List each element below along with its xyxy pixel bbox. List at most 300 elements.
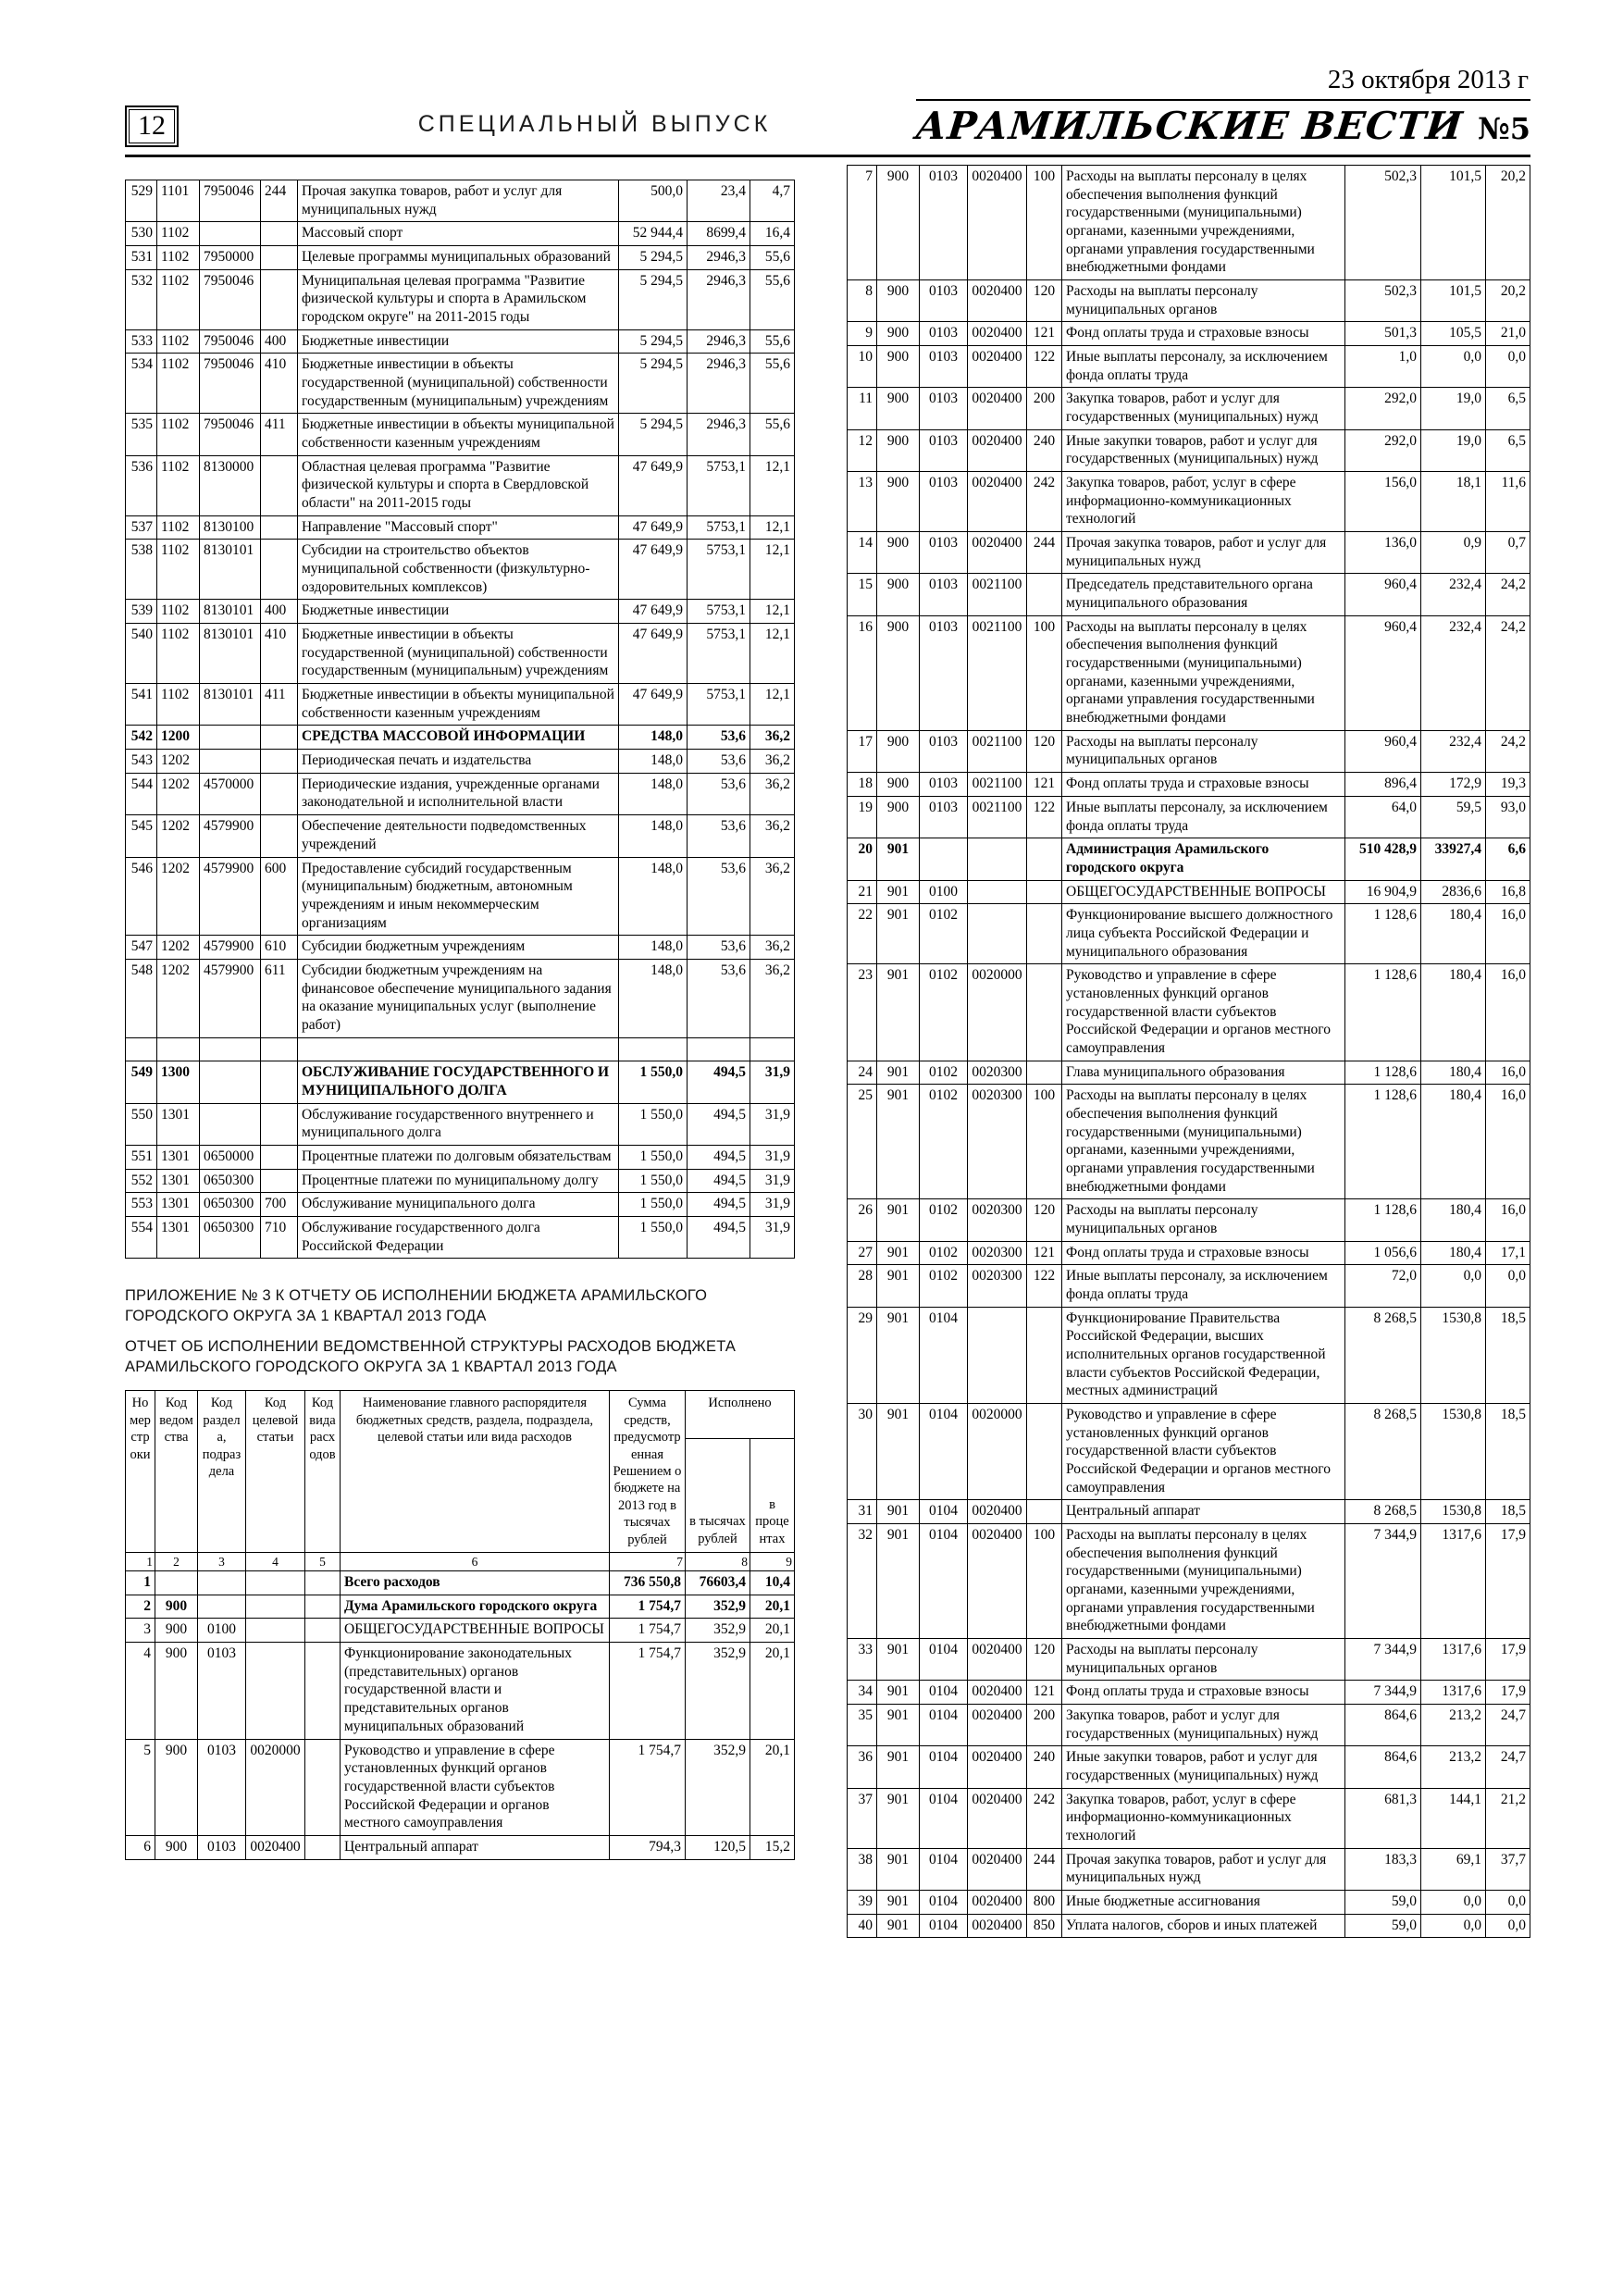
table-cell: Обслуживание государственного долга Российской Федерации (298, 1216, 619, 1258)
table-cell: 17,1 (1486, 1241, 1530, 1265)
table-cell: 543 (126, 750, 157, 774)
table-cell: 494,5 (688, 1145, 750, 1169)
table-cell: ОБЩЕГОСУДАРСТВЕННЫЕ ВОПРОСЫ (1062, 880, 1345, 904)
table-cell: 7 344,9 (1345, 1524, 1421, 1639)
table-cell: 36,2 (750, 750, 795, 774)
table-cell: 101,5 (1421, 280, 1486, 322)
table-cell: 122 (1027, 346, 1062, 388)
table-cell: 0020400 (968, 1914, 1027, 1938)
table-cell: 12 (848, 429, 877, 471)
table-cell (1027, 1061, 1062, 1085)
table-row (126, 936, 795, 960)
department-structure-table-left (125, 1390, 795, 1859)
table-cell: 101,5 (1421, 166, 1486, 280)
table-cell: 551 (126, 1145, 157, 1169)
table-cell: Расходы на выплаты персоналу в целях обеспечения выполнения функций государственными (муниципальными) органами, казенными учреждениями, органами управления государственными внебюджетными фондами (1062, 166, 1345, 280)
table-cell: Фонд оплаты труда и страховые взносы (1062, 322, 1345, 346)
table-cell: Бюджетные инвестиции в объекты государственной (муниципальной) собственности государственным (муниципальным) учреждениям (298, 354, 619, 414)
table-cell: 53,6 (688, 726, 750, 750)
table-cell (261, 750, 298, 774)
table-row (848, 796, 1530, 838)
table-cell: 232,4 (1421, 615, 1486, 730)
table-row (848, 1788, 1530, 1848)
table-cell: 31,9 (750, 1103, 795, 1145)
table-row (848, 1085, 1530, 1199)
table-row (848, 1705, 1530, 1746)
table-cell: 1202 (157, 773, 200, 814)
table-cell: 292,0 (1345, 388, 1421, 429)
table-cell: 1102 (157, 246, 200, 270)
column-number: 9 (750, 1552, 794, 1570)
column-number: 3 (198, 1552, 246, 1570)
table-row (848, 1891, 1530, 1915)
table-cell: 901 (877, 1914, 920, 1938)
table-cell: Периодическая печать и издательства (298, 750, 619, 774)
table-cell (246, 1643, 305, 1739)
table-cell: 1102 (157, 354, 200, 414)
table-row (126, 269, 795, 329)
table-cell: 11 (848, 388, 877, 429)
table-cell: 901 (877, 838, 920, 880)
table-cell: 1202 (157, 959, 200, 1037)
table-cell (261, 1103, 298, 1145)
table-cell: 901 (877, 1524, 920, 1639)
table-cell: 494,5 (688, 1061, 750, 1103)
table-cell: 17 (848, 730, 877, 772)
table-row (126, 624, 795, 684)
table-row (848, 166, 1530, 280)
table-cell: 8 268,5 (1345, 1500, 1421, 1524)
table-cell: 6,5 (1486, 429, 1530, 471)
table-cell (305, 1595, 341, 1619)
table-cell: 494,5 (688, 1216, 750, 1258)
table-cell: 59,0 (1345, 1914, 1421, 1938)
table-cell (968, 1307, 1027, 1403)
table-cell: 0020400 (968, 532, 1027, 574)
table-cell: 0104 (920, 1307, 968, 1403)
table-cell: 850 (1027, 1914, 1062, 1938)
table-cell (1027, 1403, 1062, 1499)
table-cell: 0103 (920, 532, 968, 574)
table-cell: 120 (1027, 280, 1062, 322)
table-cell: 0,0 (1486, 1914, 1530, 1938)
table-cell: 539 (126, 600, 157, 624)
table-cell: 2946,3 (688, 269, 750, 329)
table-cell (246, 1571, 305, 1595)
table-cell: 24 (848, 1061, 877, 1085)
table-cell: 896,4 (1345, 773, 1421, 797)
table-cell: 21,0 (1486, 322, 1530, 346)
table-cell: 16,0 (1486, 1061, 1530, 1085)
table-cell: 1 550,0 (619, 1169, 688, 1193)
table-cell: 0103 (920, 429, 968, 471)
table-cell (200, 1103, 261, 1145)
table-row (126, 1103, 795, 1145)
table-cell: 47 649,9 (619, 600, 688, 624)
table-cell: 544 (126, 773, 157, 814)
table-cell: 25 (848, 1085, 877, 1199)
table-cell: Прочая закупка товаров, работ и услуг для муниципальных нужд (1062, 1848, 1345, 1890)
table-cell: 18 (848, 773, 877, 797)
table-cell: 6,6 (1486, 838, 1530, 880)
table-cell: 0102 (920, 1241, 968, 1265)
table-cell: 0100 (198, 1619, 246, 1643)
table-cell: 0,0 (1421, 1891, 1486, 1915)
table-cell: 0020000 (968, 1403, 1027, 1499)
column-number: 2 (155, 1552, 198, 1570)
table-row (848, 1914, 1530, 1938)
table-cell: 0103 (198, 1643, 246, 1739)
table-cell: Руководство и управление в сфере установленных функций органов государственной власти субъектов Российской Федерации и органов местного самоуправления (1062, 1403, 1345, 1499)
table-cell: 400 (261, 329, 298, 354)
table-cell: 532 (126, 269, 157, 329)
table-cell (200, 222, 261, 246)
table-cell: 120 (1027, 1639, 1062, 1681)
table-cell: 900 (877, 796, 920, 838)
column-number: 5 (305, 1552, 341, 1570)
table-cell: 31,9 (750, 1169, 795, 1193)
table-cell: 0104 (920, 1848, 968, 1890)
table-cell: 0104 (920, 1705, 968, 1746)
masthead-block (913, 65, 1530, 148)
table-cell (305, 1571, 341, 1595)
table-cell: 10 (848, 346, 877, 388)
table-cell: 34 (848, 1681, 877, 1705)
table-cell (261, 540, 298, 600)
table-cell: 47 649,9 (619, 540, 688, 600)
table-cell: 16,0 (1486, 1085, 1530, 1199)
table-cell: 0020400 (968, 1705, 1027, 1746)
table-cell: 93,0 (1486, 796, 1530, 838)
page-number: 12 (129, 109, 175, 143)
table-cell: 0104 (920, 1681, 968, 1705)
table-cell: 55,6 (750, 329, 795, 354)
table-cell: 0020400 (968, 280, 1027, 322)
table-cell: 536 (126, 455, 157, 515)
table-row (126, 515, 795, 540)
table-cell: 0020400 (968, 1848, 1027, 1890)
table-cell: 0021100 (968, 796, 1027, 838)
table-cell: 0102 (920, 1199, 968, 1241)
table-cell: 1200 (157, 726, 200, 750)
table-cell: 0020400 (968, 1639, 1027, 1681)
table-cell: 1,0 (1345, 346, 1421, 388)
table-cell: 100 (1027, 615, 1062, 730)
table-row (126, 455, 795, 515)
table-cell: 0104 (920, 1746, 968, 1788)
table-cell: 47 649,9 (619, 515, 688, 540)
table-cell: 2946,3 (688, 329, 750, 354)
table-cell: 12,1 (750, 515, 795, 540)
table-cell: 37 (848, 1788, 877, 1848)
table-cell: 242 (1027, 1788, 1062, 1848)
table-cell: 0102 (920, 1085, 968, 1199)
table-cell: 122 (1027, 1265, 1062, 1307)
table-cell: 0102 (920, 1265, 968, 1307)
table-cell: 0020400 (968, 346, 1027, 388)
table-row (126, 1835, 795, 1859)
table-cell: 39 (848, 1891, 877, 1915)
table-cell: 0104 (920, 1788, 968, 1848)
table-cell: 0020400 (968, 429, 1027, 471)
table-cell: Обслуживание государственного внутреннего и муниципального долга (298, 1103, 619, 1145)
table-cell: 1 754,7 (609, 1619, 685, 1643)
table-cell: Расходы на выплаты персоналу в целях обеспечения выполнения функций государственными (муниципальными) органами, казенными учреждениями, органами управления государственными внебюджетными фондами (1062, 1524, 1345, 1639)
table-cell: 53,6 (688, 857, 750, 936)
table-cell: 8130101 (200, 684, 261, 726)
table-cell: 19 (848, 796, 877, 838)
table-cell: 352,9 (685, 1739, 750, 1835)
table-cell: 960,4 (1345, 574, 1421, 615)
table-cell: ОБСЛУЖИВАНИЕ ГОСУДАРСТВЕННОГО И МУНИЦИПАЛЬНОГО ДОЛГА (298, 1061, 619, 1103)
table-cell: 33927,4 (1421, 838, 1486, 880)
table-row (848, 1199, 1530, 1241)
table-cell: 7 344,9 (1345, 1681, 1421, 1705)
table-cell: Администрация Арамильского городского округа (1062, 838, 1345, 880)
table-cell: 8 268,5 (1345, 1307, 1421, 1403)
table-cell: 3 (126, 1619, 155, 1643)
table-cell: Расходы на выплаты персоналу муниципальных органов (1062, 1199, 1345, 1241)
table-cell: 31,9 (750, 1145, 795, 1169)
table-cell: 0103 (198, 1739, 246, 1835)
table-cell: 16,8 (1486, 880, 1530, 904)
table-cell: Иные выплаты персоналу, за исключением фонда оплаты труда (1062, 1265, 1345, 1307)
table-cell: 36,2 (750, 726, 795, 750)
table-cell: 20,1 (750, 1643, 794, 1739)
table-cell: 53,6 (688, 773, 750, 814)
table-cell: 1202 (157, 815, 200, 857)
table-cell: 901 (877, 1403, 920, 1499)
table-cell: 0021100 (968, 730, 1027, 772)
table-cell: 0103 (920, 346, 968, 388)
table-cell: Прочая закупка товаров, работ и услуг для муниципальных нужд (298, 180, 619, 222)
table-row (126, 815, 795, 857)
table-cell: 502,3 (1345, 166, 1421, 280)
table-cell: 901 (877, 1241, 920, 1265)
table-cell: 901 (877, 1307, 920, 1403)
table-cell: 5753,1 (688, 455, 750, 515)
table-cell: 47 649,9 (619, 684, 688, 726)
table-cell: 240 (1027, 1746, 1062, 1788)
col-header-department-code: Код ведомства (155, 1391, 198, 1553)
table-cell: 2 (126, 1595, 155, 1619)
table-cell: 148,0 (619, 936, 688, 960)
table-cell: 901 (877, 1788, 920, 1848)
table-cell: 36,2 (750, 815, 795, 857)
table-cell: 180,4 (1421, 904, 1486, 964)
table-cell: Обслуживание муниципального долга (298, 1193, 619, 1217)
table-cell: 352,9 (685, 1619, 750, 1643)
table-cell: 7 (848, 166, 877, 280)
table-cell: 547 (126, 936, 157, 960)
table-cell: 12,1 (750, 684, 795, 726)
table-cell: 148,0 (619, 773, 688, 814)
table-cell: 0103 (920, 796, 968, 838)
table-cell: Всего расходов (341, 1571, 610, 1595)
table-cell: 545 (126, 815, 157, 857)
table-row (126, 1145, 795, 1169)
table-cell: 900 (155, 1739, 198, 1835)
table-cell: Прочая закупка товаров, работ и услуг для муниципальных нужд (1062, 532, 1345, 574)
report-title: ОТЧЕТ ОБ ИСПОЛНЕНИИ ВЕДОМСТВЕННОЙ СТРУКТУРЫ РАСХОДОВ БЮДЖЕТА АРАМИЛЬСКОГО ГОРОДСКОГО ОКРУГА ЗА 1 КВАРТАЛ 2013 ГОДА (125, 1337, 737, 1375)
table-cell: 1301 (157, 1193, 200, 1217)
table-cell: 1102 (157, 222, 200, 246)
table-cell: 12,1 (750, 455, 795, 515)
table-row (126, 329, 795, 354)
table-cell: 552 (126, 1169, 157, 1193)
table-cell: 55,6 (750, 354, 795, 414)
table-cell: 1 550,0 (619, 1103, 688, 1145)
table-cell: 17,9 (1486, 1681, 1530, 1705)
table-cell: 4579900 (200, 857, 261, 936)
table-cell: 53,6 (688, 750, 750, 774)
col-header-target-article-code: Код целевой статьи (246, 1391, 305, 1553)
table-cell: 36,2 (750, 773, 795, 814)
table-cell: 900 (877, 388, 920, 429)
table-cell: 240 (1027, 429, 1062, 471)
column-number: 6 (341, 1552, 610, 1570)
table-cell: 244 (1027, 532, 1062, 574)
table-cell: 148,0 (619, 815, 688, 857)
table-cell: 0020400 (968, 322, 1027, 346)
table-cell: 8130000 (200, 455, 261, 515)
table-cell: Процентные платежи по долговым обязательствам (298, 1145, 619, 1169)
table-cell: 8 (848, 280, 877, 322)
section-title: СПЕЦИАЛЬНЫЙ ВЫПУСК (417, 111, 772, 137)
table-cell: 1 754,7 (609, 1643, 685, 1739)
table-cell: 0020400 (968, 1524, 1027, 1639)
table-cell: 0103 (920, 388, 968, 429)
table-cell: 7950046 (200, 414, 261, 455)
table-cell: 20,1 (750, 1619, 794, 1643)
table-cell: 0103 (198, 1835, 246, 1859)
table-cell: 1301 (157, 1145, 200, 1169)
table-cell: 1 056,6 (1345, 1241, 1421, 1265)
table-cell: 144,1 (1421, 1788, 1486, 1848)
table-row (848, 574, 1530, 615)
table-cell: 12,1 (750, 600, 795, 624)
table-cell: 52 944,4 (619, 222, 688, 246)
issue-number: №5 (1477, 111, 1530, 146)
table-cell: 4579900 (200, 936, 261, 960)
table-cell: Функционирование Правительства Российской Федерации, высших исполнительных органов государственной власти субъектов Российской Федерации, местных администраций (1062, 1307, 1345, 1403)
table-cell (305, 1835, 341, 1859)
table-cell: 5753,1 (688, 624, 750, 684)
table-cell: 0,0 (1486, 1265, 1530, 1307)
table-cell: 1102 (157, 600, 200, 624)
table-cell: 530 (126, 222, 157, 246)
table-row (848, 904, 1530, 964)
table-cell: 28 (848, 1265, 877, 1307)
table-cell: 12,1 (750, 624, 795, 684)
table-cell: 710 (261, 1216, 298, 1258)
table-cell: 32 (848, 1524, 877, 1639)
issue-date: 23 октября 2013 г (916, 65, 1530, 101)
table-cell: 681,3 (1345, 1788, 1421, 1848)
table-cell: 12,1 (750, 540, 795, 600)
table-cell: Расходы на выплаты персоналу в целях обеспечения выполнения функций государственными (муниципальными) органами, казенными учреждениями, органами управления государственными внебюджетными фондами (1062, 615, 1345, 730)
table-row (126, 222, 795, 246)
table-cell: 23,4 (688, 180, 750, 222)
table-cell: 0103 (920, 472, 968, 532)
table-cell: 900 (877, 280, 920, 322)
table-cell: 121 (1027, 773, 1062, 797)
table-cell (261, 222, 298, 246)
table-cell (200, 1061, 261, 1103)
table-cell: 6,5 (1486, 388, 1530, 429)
table-cell: 180,4 (1421, 1085, 1486, 1199)
table-cell: 1301 (157, 1216, 200, 1258)
table-row (848, 1241, 1530, 1265)
table-cell: 0,9 (1421, 532, 1486, 574)
table-cell: 2946,3 (688, 246, 750, 270)
table-cell: 0,0 (1421, 1265, 1486, 1307)
right-column (847, 165, 1530, 1938)
table-cell: 15 (848, 574, 877, 615)
table-cell (155, 1571, 198, 1595)
table-cell: 700 (261, 1193, 298, 1217)
table-cell: Субсидии бюджетным учреждениям (298, 936, 619, 960)
table-cell: 148,0 (619, 857, 688, 936)
table-cell: 16 904,9 (1345, 880, 1421, 904)
table-row (848, 1307, 1530, 1403)
table-cell: Направление "Массовый спорт" (298, 515, 619, 540)
table-cell: 411 (261, 684, 298, 726)
col-header-executed-thousands: в тысячах рублей (685, 1439, 750, 1553)
table-cell: 47 649,9 (619, 624, 688, 684)
table-row (126, 1193, 795, 1217)
table-cell: 0103 (920, 322, 968, 346)
table-cell: Иные выплаты персоналу, за исключением фонда оплаты труда (1062, 346, 1345, 388)
table-cell: Иные закупки товаров, работ и услуг для государственных (муниципальных) нужд (1062, 1746, 1345, 1788)
table-cell: 4570000 (200, 773, 261, 814)
table-cell: 40 (848, 1914, 877, 1938)
table-cell: 0,7 (1486, 532, 1530, 574)
table-cell: 0103 (920, 166, 968, 280)
table-cell: 36,2 (750, 936, 795, 960)
table-cell: ОБЩЕГОСУДАРСТВЕННЫЕ ВОПРОСЫ (341, 1619, 610, 1643)
table-row (848, 1746, 1530, 1788)
table-cell (198, 1571, 246, 1595)
table-cell: 0021100 (968, 773, 1027, 797)
table-cell: 0020300 (968, 1199, 1027, 1241)
table-cell: 100 (1027, 1085, 1062, 1199)
table-cell: 1102 (157, 269, 200, 329)
table-cell: 31,9 (750, 1061, 795, 1103)
table-cell: 901 (877, 1639, 920, 1681)
table-cell: 59,0 (1345, 1891, 1421, 1915)
table-cell: 5 (126, 1739, 155, 1835)
table-row (126, 414, 795, 455)
table-cell: Целевые программы муниципальных образований (298, 246, 619, 270)
table-cell: 69,1 (1421, 1848, 1486, 1890)
table-cell: 17,9 (1486, 1524, 1530, 1639)
table-cell: 7 344,9 (1345, 1639, 1421, 1681)
table-cell: 64,0 (1345, 796, 1421, 838)
table-row (126, 1643, 795, 1739)
table-cell: 0021100 (968, 615, 1027, 730)
table-cell: 0104 (920, 1914, 968, 1938)
table-cell: 213,2 (1421, 1705, 1486, 1746)
table-cell: 24,2 (1486, 574, 1530, 615)
table-cell: 900 (155, 1643, 198, 1739)
table-cell: 494,5 (688, 1169, 750, 1193)
table-cell: 0103 (920, 280, 968, 322)
table-cell: 901 (877, 1085, 920, 1199)
table-cell: 120 (1027, 730, 1062, 772)
table-cell: 5 294,5 (619, 414, 688, 455)
table-cell: 5 294,5 (619, 329, 688, 354)
